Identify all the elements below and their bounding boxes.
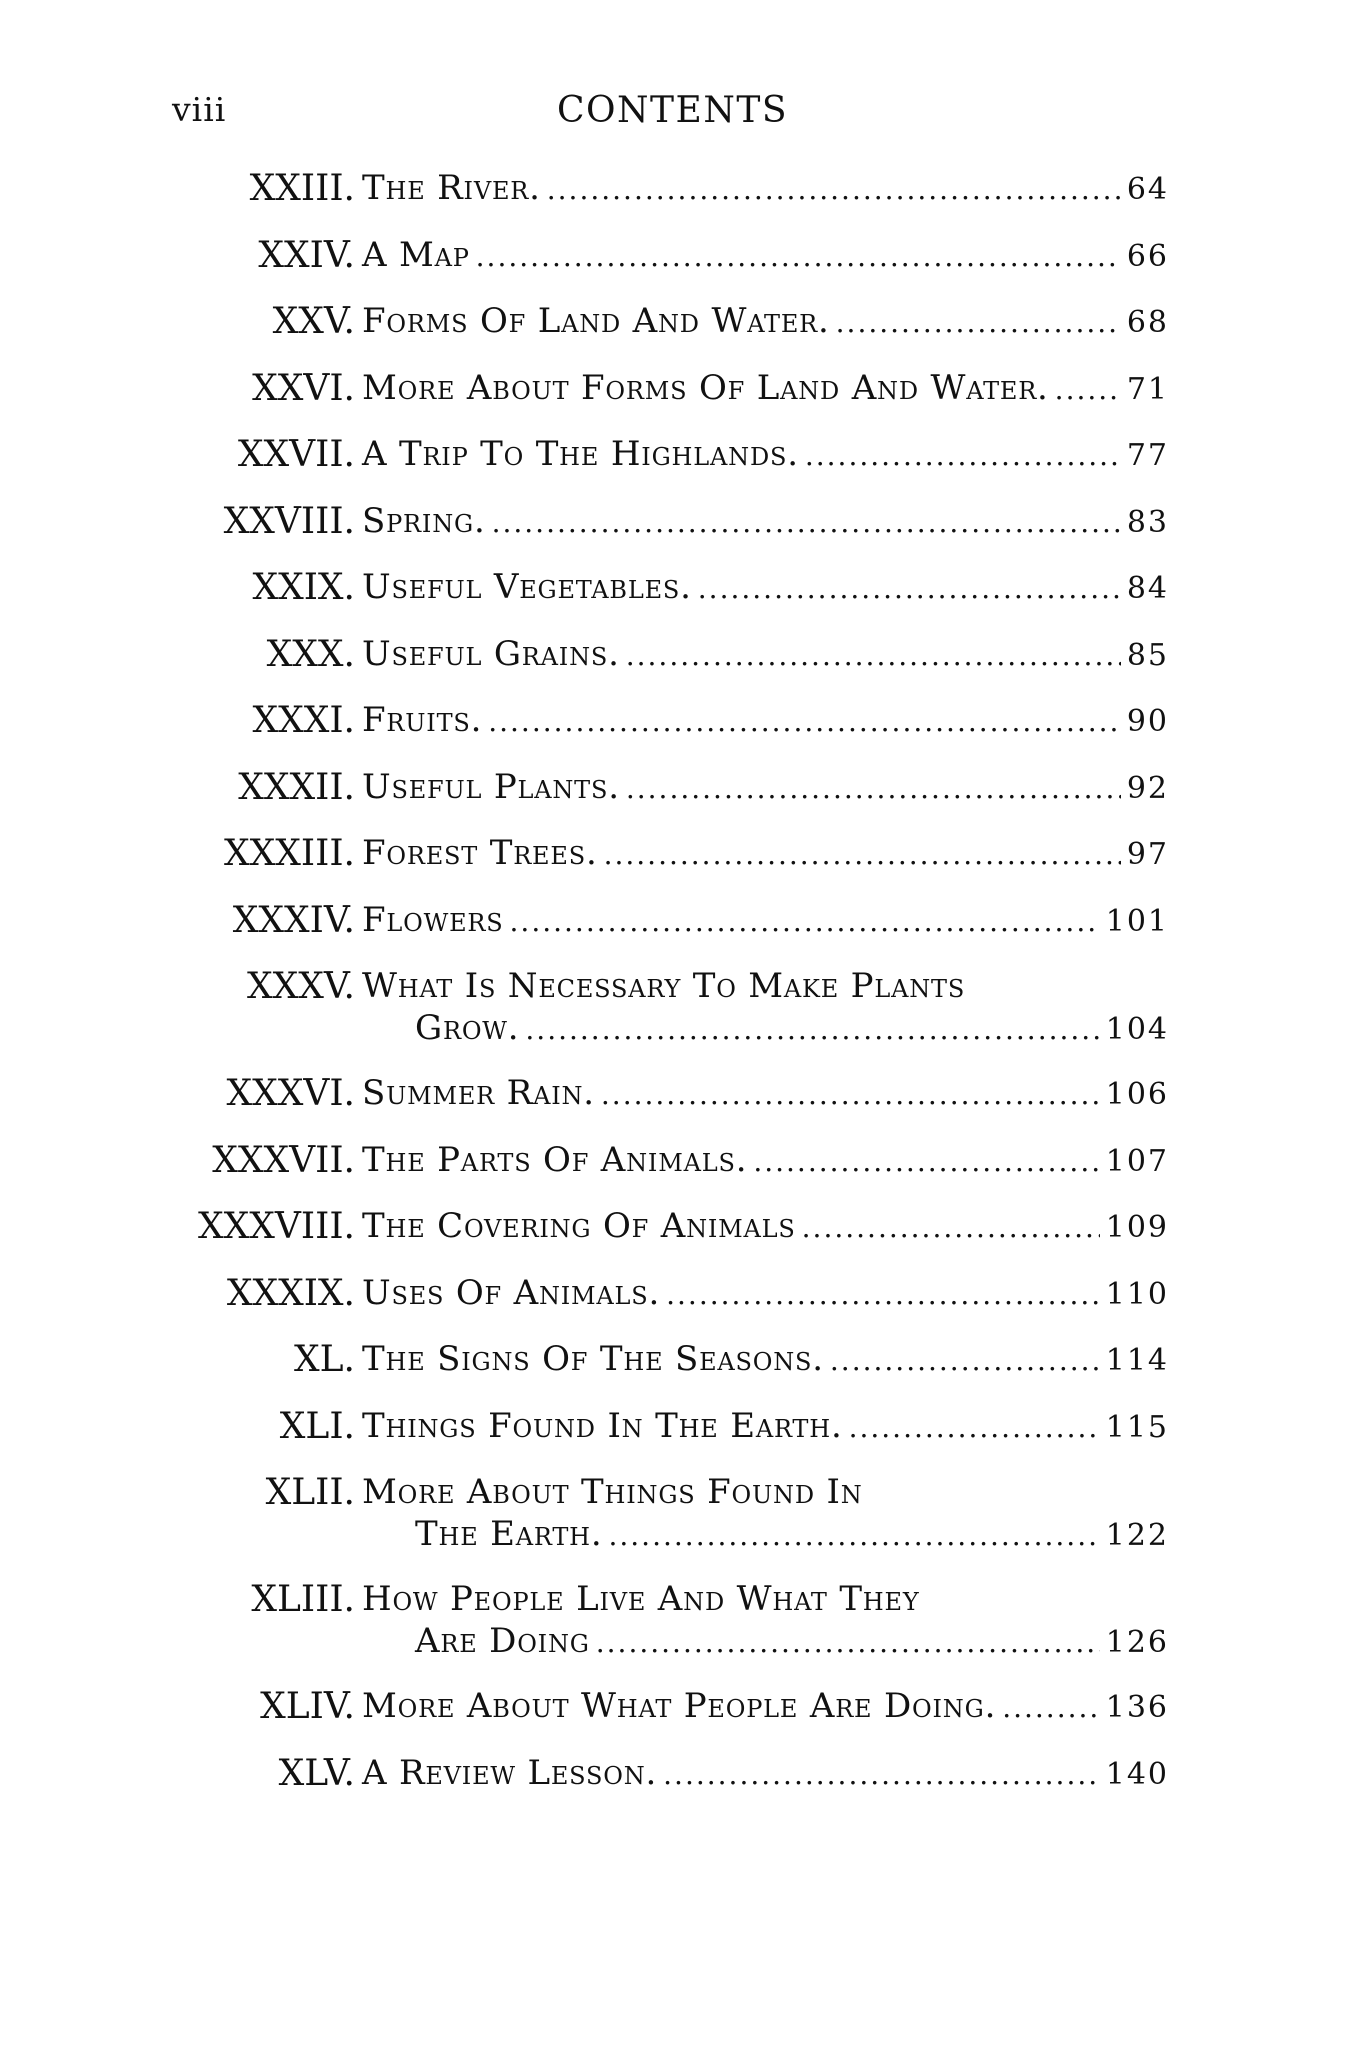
toc-entry [0, 700, 1365, 767]
chapter-title: The River. [362, 168, 541, 208]
page-ref: 84 [1126, 571, 1169, 606]
page-number: viii [172, 90, 227, 129]
chapter-title: Useful Plants. [362, 766, 620, 807]
chapter-title: Fruits. [362, 700, 483, 740]
chapter-title: The Covering Of Animals [362, 1206, 796, 1246]
toc-entry [0, 1140, 1365, 1207]
chapter-title: More About Forms Of Land And Water. [362, 367, 1049, 408]
page-ref: 140 [1105, 1756, 1169, 1792]
table-of-contents [0, 168, 1365, 1819]
dot-leader [492, 506, 1121, 539]
chapter-title: More About What People Are Doing. [362, 1686, 997, 1726]
page-header [0, 90, 1365, 140]
chapter-number: XXIV. [258, 234, 355, 276]
chapter-title-continued: Are Doing [415, 1621, 590, 1661]
dot-leader [596, 1626, 1100, 1659]
chapter-title: Spring. [362, 500, 486, 541]
chapter-number: XLI. [279, 1405, 355, 1447]
chapter-number: XXXVI. [226, 1073, 355, 1114]
chapter-number: XXXIV. [232, 899, 355, 941]
toc-entry [0, 634, 1365, 701]
running-title: CONTENTS [556, 90, 789, 131]
toc-entry [0, 1686, 1365, 1753]
page-ref: 126 [1105, 1625, 1169, 1660]
chapter-number: XXXII. [238, 766, 355, 808]
toc-entry [0, 767, 1365, 834]
toc-entry [0, 833, 1365, 900]
toc-entry [0, 301, 1365, 368]
chapter-title: A Map [362, 234, 470, 275]
dot-leader [525, 1013, 1099, 1046]
chapter-number: XXXIX. [226, 1272, 355, 1314]
page-ref: 90 [1126, 704, 1169, 739]
chapter-title: Summer Rain. [362, 1073, 595, 1113]
toc-entry [0, 434, 1365, 501]
chapter-number: XXXVII. [212, 1139, 355, 1181]
toc-entry [0, 966, 1365, 1073]
toc-entry [0, 1753, 1365, 1820]
chapter-number: XXVIII. [223, 500, 355, 542]
dot-leader [510, 905, 1100, 938]
page-ref: 107 [1105, 1143, 1169, 1179]
chapter-number: XLV. [278, 1752, 355, 1794]
toc-entry [0, 567, 1365, 634]
toc-entry [0, 900, 1365, 967]
dot-leader [753, 1145, 1099, 1178]
chapter-number: XXXV. [246, 966, 355, 1007]
dot-leader [805, 439, 1121, 472]
dot-leader [626, 772, 1121, 805]
dot-leader [601, 1078, 1100, 1111]
chapter-number: XXIX. [252, 567, 355, 608]
chapter-title: A Review Lesson. [362, 1752, 658, 1793]
dot-leader [1055, 373, 1121, 406]
page-ref: 68 [1126, 305, 1169, 340]
dot-leader [488, 705, 1121, 738]
page-ref: 136 [1105, 1690, 1169, 1725]
chapter-title: Forms Of Land And Water. [362, 301, 830, 341]
chapter-number: XXXI. [252, 700, 355, 741]
chapter-title: A Trip To The Highlands. [362, 434, 799, 474]
chapter-title: Uses Of Animals. [362, 1272, 661, 1313]
chapter-title: What Is Necessary To Make Plants [362, 966, 966, 1006]
toc-entry [0, 235, 1365, 302]
chapter-number: XXVI. [252, 367, 355, 409]
dot-leader [666, 1278, 1100, 1311]
dot-leader [604, 838, 1121, 871]
chapter-title: Useful Vegetables. [362, 567, 692, 607]
chapter-title: More About Things Found In [362, 1472, 863, 1512]
toc-entry [0, 1073, 1365, 1140]
toc-entry [0, 168, 1365, 235]
toc-entry [0, 501, 1365, 568]
page-ref: 101 [1105, 903, 1169, 939]
chapter-title-continued: Grow. [415, 1008, 520, 1048]
dot-leader [626, 639, 1121, 672]
page-ref: 115 [1105, 1409, 1169, 1445]
toc-entry [0, 1206, 1365, 1273]
page-ref: 110 [1105, 1276, 1169, 1312]
page-ref: 122 [1105, 1518, 1169, 1553]
dot-leader [663, 1758, 1100, 1791]
chapter-number: XXX. [266, 633, 355, 675]
chapter-title: Useful Grains. [362, 633, 620, 674]
page-ref: 64 [1126, 172, 1169, 207]
chapter-number: XXXIII. [224, 833, 355, 874]
chapter-number: XLIV. [260, 1686, 355, 1727]
dot-leader [476, 240, 1121, 273]
page-ref: 71 [1126, 371, 1169, 407]
page-ref: 85 [1126, 637, 1169, 673]
page-ref: 97 [1126, 837, 1169, 872]
toc-entry [0, 1579, 1365, 1686]
page-ref: 92 [1126, 770, 1169, 806]
dot-leader [849, 1411, 1100, 1444]
toc-entry [0, 1472, 1365, 1579]
chapter-number: XXXVIII. [198, 1206, 355, 1247]
dot-leader [608, 1519, 1099, 1552]
dot-leader [802, 1211, 1100, 1244]
dot-leader [547, 173, 1121, 206]
toc-entry [0, 368, 1365, 435]
chapter-title: The Parts Of Animals. [362, 1139, 748, 1180]
chapter-title: The Signs Of The Seasons. [362, 1339, 824, 1379]
toc-entry [0, 1339, 1365, 1406]
chapter-number: XXVII. [237, 434, 355, 475]
toc-entry [0, 1273, 1365, 1340]
page-ref: 104 [1105, 1012, 1169, 1047]
page-ref: 83 [1126, 504, 1169, 540]
page-ref: 66 [1126, 238, 1169, 274]
chapter-title: How People Live And What They [362, 1579, 920, 1619]
chapter-number: XLIII. [251, 1579, 355, 1620]
page-ref: 114 [1105, 1343, 1169, 1378]
chapter-title-continued: The Earth. [415, 1514, 603, 1554]
dot-leader [836, 306, 1121, 339]
dot-leader [830, 1344, 1100, 1377]
chapter-number: XXIII. [249, 168, 355, 209]
chapter-number: XXV. [272, 301, 355, 342]
dot-leader [698, 572, 1121, 605]
chapter-number: XL. [294, 1339, 355, 1380]
page-ref: 106 [1105, 1077, 1169, 1112]
chapter-title: Forest Trees. [362, 833, 598, 873]
toc-entry [0, 1406, 1365, 1473]
page-ref: 77 [1126, 438, 1169, 473]
chapter-title: Things Found In The Earth. [362, 1405, 843, 1446]
chapter-number: XLII. [265, 1472, 355, 1513]
chapter-title: Flowers [362, 899, 504, 940]
page-ref: 109 [1105, 1210, 1169, 1245]
dot-leader [1002, 1691, 1100, 1724]
